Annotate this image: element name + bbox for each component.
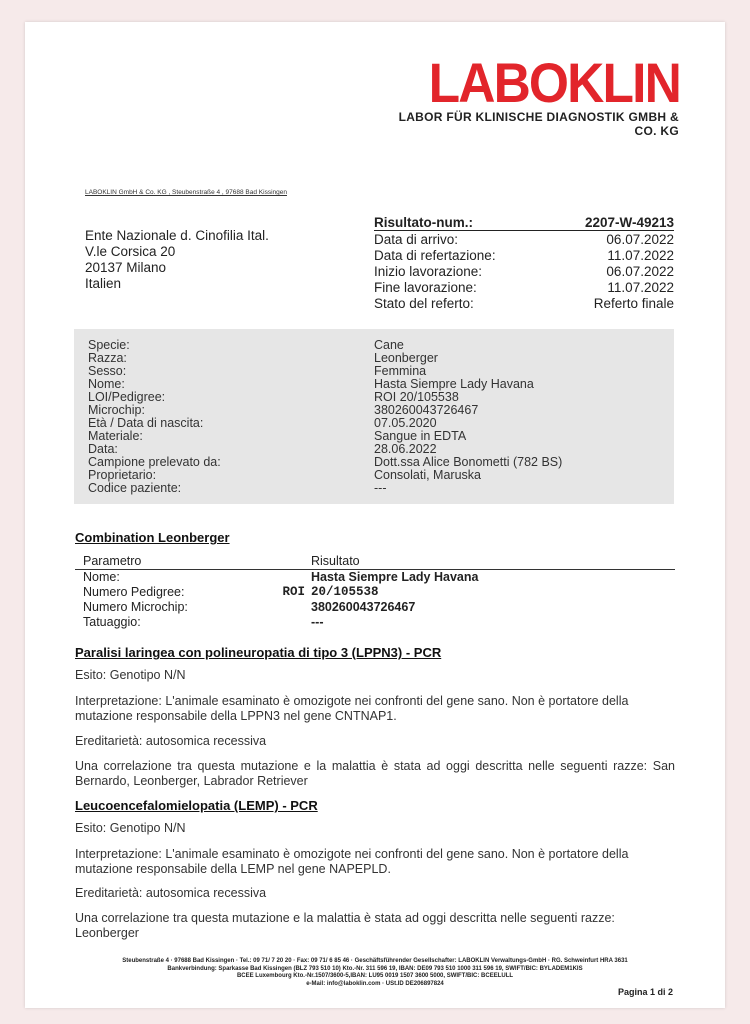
patient-labels [88,339,221,495]
column-header-parametro: Parametro [83,554,142,568]
meta-value: 06.07.2022 [606,232,674,247]
patient-value: Dott.ssa Alice Bonometti (782 BS) [374,455,563,469]
lemp-correlazione: Una correlazione tra questa mutazione e la malattia è stata ad oggi descritta nelle seguenti razze: Leonberger [75,911,615,940]
patient-label: Specie: [88,338,130,352]
table-row [75,585,675,600]
meta-value: 06.07.2022 [606,264,674,279]
patient-value: ROI 20/105538 [374,390,459,404]
lppn3-esito: Esito: Genotipo N/N [75,668,186,682]
patient-label: LOI/Pedigree: [88,390,166,404]
patient-label: Razza: [88,351,127,365]
meta-label: Stato del referto: [374,296,474,311]
patient-label: Materiale: [88,429,143,443]
patient-label: Campione prelevato da: [88,455,221,469]
patient-value: 380260043726467 [374,403,479,417]
recipient-address [85,228,269,292]
param-cell: Numero Microchip: [83,600,188,614]
table-row [75,570,675,585]
patient-value: Cane [374,338,404,352]
report-meta [374,215,674,312]
lppn3-interpretazione: Interpretazione: L'animale esaminato è omozigote nei confronti del gene sano. Non è portatore della mutazione responsabile della LPPN3 nel gene CNTNAP1. [75,694,629,723]
laboklin-logo: LABOKLIN [428,51,680,114]
patient-value: Sangue in EDTA [374,429,467,443]
lemp-esito: Esito: Genotipo N/N [75,821,186,835]
lppn3-correlazione: Una correlazione tra questa mutazione e la malattia è stata ad oggi descritta nelle seguenti razze: San Bernardo, Leonberger, Labrador Retriever [75,759,675,788]
result-number-row [374,215,674,231]
table-row [75,600,675,615]
meta-row [374,280,674,296]
combination-title: Combination Leonberger [75,530,230,545]
address-line: 20137 Milano [85,260,167,275]
patient-value: Leonberger [374,351,438,365]
page-number: Pagina 1 di 2 [617,987,673,997]
footer-line: e-Mail: info@laboklin.com · USt.ID DE206897824 [306,980,444,987]
lppn3-title: Paralisi laringea con polineuropatia di tipo 3 (LPPN3) - PCR [75,645,442,660]
value-cell: Hasta Siempre Lady Havana [311,570,479,584]
report-page [25,22,725,1008]
patient-values [374,339,562,495]
patient-value: --- [374,481,387,495]
patient-label: Nome: [88,377,125,391]
table-header [75,554,675,570]
value-cell: 20/105538 [311,585,379,599]
meta-row [374,296,674,312]
footer-line: BCEE Luxembourg Kto.-Nr.1507/3600-5,IBAN: LU95 0019 1507 3600 5000, SWIFT/BIC: BCEELULL [236,973,514,979]
patient-label: Data: [88,442,118,456]
value-cell: 380260043726467 [311,600,416,614]
meta-label: Data di arrivo: [374,232,459,247]
pedigree-prefix: ROI [282,585,305,599]
footer-line: Steubenstraße 4 · 97688 Bad Kissingen · Tel.: 09 71/ 7 20 20 · Fax: 09 71/ 6 85 46 · Geschäftsführender Gesellschafter: LABOKLIN Verwaltungs-GmbH · RG. Schweinfurt HRA 3631 [122,958,628,964]
sender-line: LABOKLIN GmbH & Co. KG , Steubenstraße 4 , 97688 Bad Kissingen [85,189,287,196]
lemp-ereditarieta: Ereditarietà: autosomica recessiva [75,886,267,900]
meta-label: Fine lavorazione: [374,280,477,295]
patient-label: Microchip: [88,403,145,417]
patient-info-panel [74,329,674,504]
meta-label: Data di refertazione: [374,248,496,263]
param-cell [75,585,311,600]
meta-value: 11.07.2022 [607,248,674,263]
meta-row [374,232,674,248]
meta-label: Inizio lavorazione: [374,264,483,279]
patient-label: Sesso: [88,364,127,378]
patient-value: Femmina [374,364,427,378]
patient-label: Età / Data di nascita: [88,416,204,430]
address-line: V.le Corsica 20 [85,244,176,259]
lemp-interpretazione: Interpretazione: L'animale esaminato è omozigote nei confronti del gene sano. Non è portatore della mutazione responsabile della LEMP nel gene NAPEPLD. [75,847,629,876]
result-number-label: Risultato-num.: [374,215,473,230]
combination-table [75,554,675,630]
lppn3-ereditarieta: Ereditarietà: autosomica recessiva [75,734,267,748]
meta-row [374,264,674,280]
footer-line: Bankverbindung: Sparkasse Bad Kissingen (BLZ 793 510 10) Kto.-Nr. 311 596 19, IBAN: DE09 793 510 1000 311 596 19, SWIFT/BIC: BYLADEM1KIS [167,965,583,972]
meta-row [374,248,674,264]
param-cell: Tatuaggio: [83,615,141,629]
address-line: Italien [85,276,122,291]
patient-label: Proprietario: [88,468,157,482]
lemp-title: Leucoencefalomielopatia (LEMP) - PCR [75,798,318,813]
patient-label: Codice paziente: [88,481,182,495]
patient-value: 28.06.2022 [374,442,437,456]
param-label: Numero Pedigree: [83,585,185,599]
value-cell: --- [311,615,324,629]
result-number-value: 2207-W-49213 [584,215,674,230]
address-line: Ente Nazionale d. Cinofilia Ital. [85,228,269,243]
patient-value: Hasta Siempre Lady Havana [374,377,534,391]
logo-subtitle: LABOR FÜR KLINISCHE DIAGNOSTIK GMBH & CO. KG [398,110,679,138]
column-header-risultato: Risultato [311,554,360,568]
param-cell: Nome: [83,570,120,584]
table-row [75,615,675,630]
patient-value: Consolati, Maruska [374,468,481,482]
patient-value: 07.05.2020 [374,416,437,430]
meta-value: Referto finale [593,296,674,311]
footer [65,958,685,988]
meta-value: 11.07.2022 [607,280,674,295]
